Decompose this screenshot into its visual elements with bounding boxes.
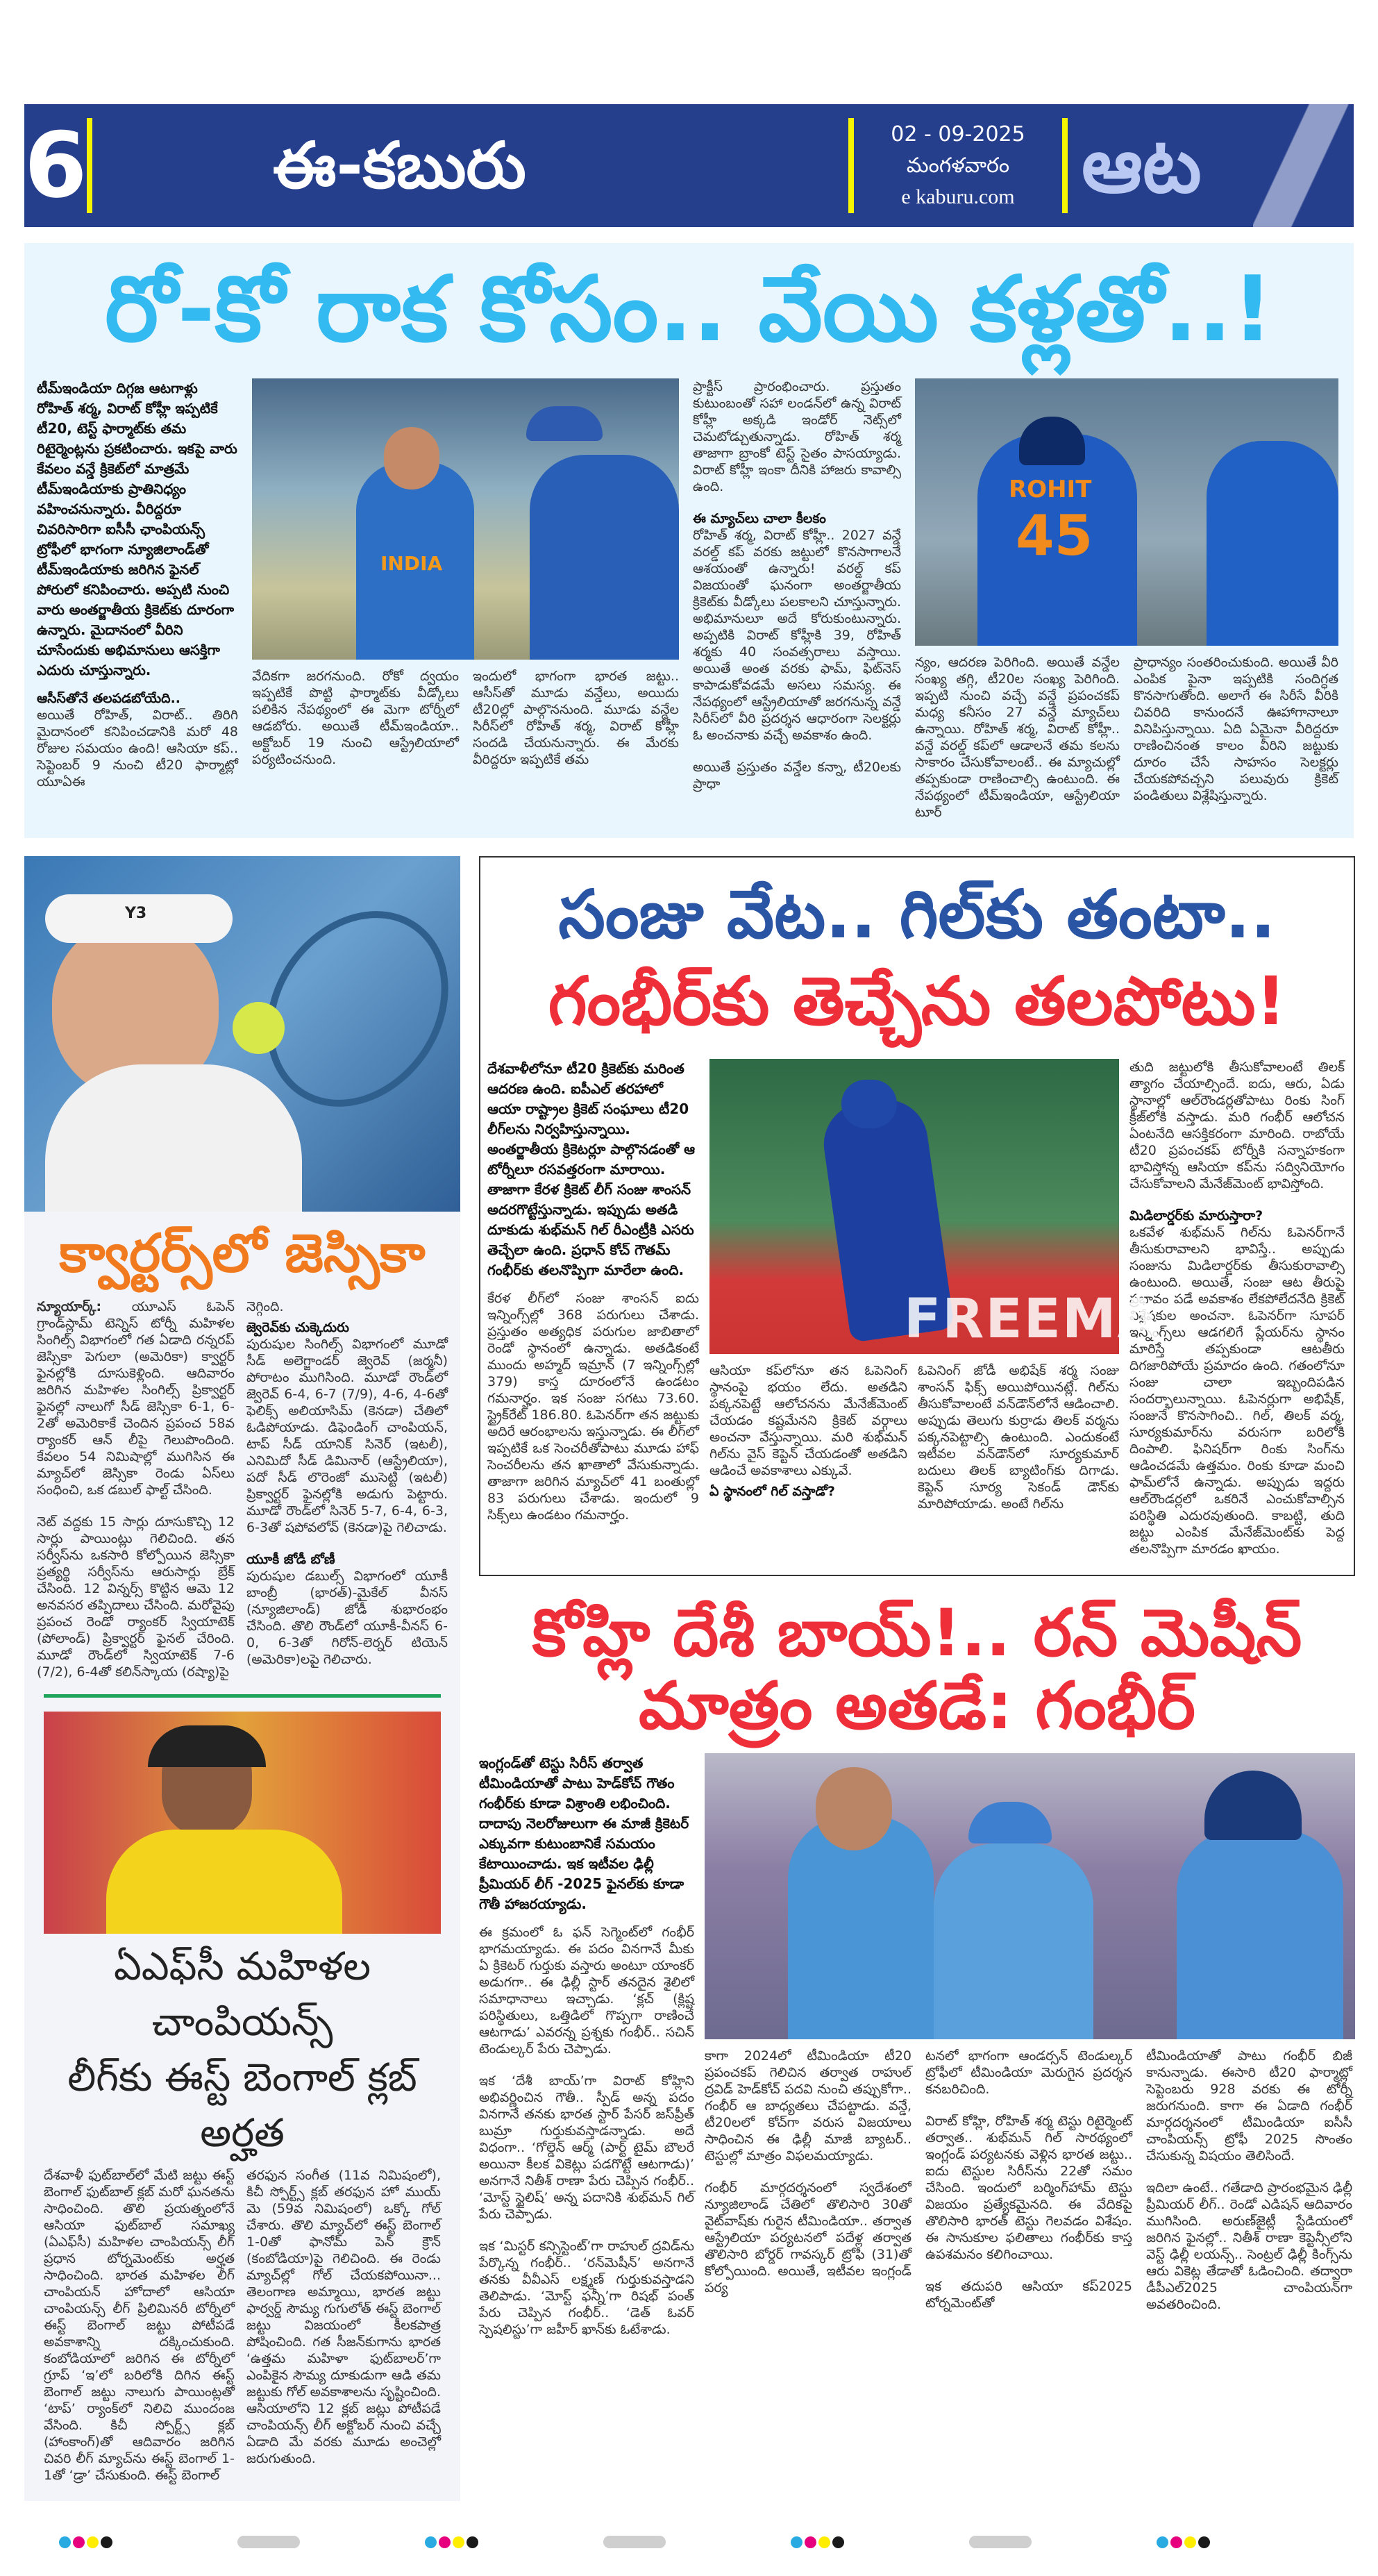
- paragraph: అయితే రోహిత్, విరాట్.. తిరిగి మైదానంలో కనిపించడానికి మరో 48 రోజుల సమయం ఉంది! ఆసియా కప్.. సెప్టెంబర్ 9 నుంచి టీ20 ఫార్మాట్లో యూఏఈ: [37, 708, 238, 789]
- headline-line-2: గంభీర్‌కు తెచ్చేను తలపోటు!: [548, 962, 1286, 1040]
- article-column: [246, 1298, 448, 1668]
- color-registration-mark: [425, 2536, 478, 2548]
- cap-logo: Y3: [125, 905, 147, 922]
- paragraph: కేరళ లీగ్‌లో సంజు శాంసన్ ఐదు ఇన్నింగ్స్‌ల్లో 368 పరుగులు చేశాడు. ప్రస్తుతం అత్యధిక పరుగుల జాబితాలో రెండో స్థానంలో ఉన్నాడు. అతడికంటే ముందు అహ్మద్ ఇమ్రాన్ (7 ఇన్నింగ్స్‌ల్లో 379) కాస్త దూరంలోనే ఉండటం గమనార్హం. ఇక సంజు సగటు 73.60. స్ట్రైక్‌రేట్ 186.80. ఓపెనర్‌గా తన జట్టుకు అదిరే ఆరంభాలను ఇస్తున్నాడు. ఈ లీగ్‌లో ఇప్పటికే ఒక సెంచరీతోపాటు మూడు హాఫ్ సెంచరీలను తన ఖాతాలో వేసుకున్నాడు. తాజాగా జరిగిన మ్యాచ్‌లో 41 బంతుల్లో 83 పరుగులు చేశాడు. ఇందులో 9 సిక్స్‌లు ఉండటం గమనార్హం.: [487, 1291, 699, 1523]
- paragraph: ఇక ‘దేశీ బాయ్’గా విరాట్ కోహ్లిని అభివర్ణించిన గౌతీ.. స్పీడ్ అన్న పదం వినగానే తనకు భారత స్టార్ పేసర్ జస్‌ప్రీత్ బుమ్రా గుర్తుకువస్తాడన్నాడు. అదే విధంగా.. ‘గోల్డెన్ ఆర్మ్ (పార్ట్ టైమ్ బౌలరే అయినా కీలక వికెట్లు పడగొట్టే ఆటగాడు)’ అనగానే నితీశ్ రాణా పేరు చెప్పిన గంభీర్.. ‘మోస్ట్ స్టైలిష్’ అన్న పదానికి శుభ్‌మన్ గిల్ పేరు చెప్పాడు.: [479, 2073, 694, 2222]
- lead-paragraph: టీమ్‌ఇండియా దిగ్గజ ఆటగాళ్లు రోహిత్ శర్మ, విరాట్ కోహ్లీ ఇప్పటికే టీ20, టెస్ట్ ఫార్మాట్‌కు తమ రిటైర్మెంట్లను ప్రకటించారు. ఇకపై వారు కేవలం వన్డే క్రికెట్‌లో మాత్రమే టీమ్‌ఇండియాకు ప్రాతినిధ్యం వహించనున్నారు. వీరిద్దరూ చివరిసారిగా ఐసీసీ ఛాంపియన్స్ ట్రోఫీలో భాగంగా న్యూజిలాండ్‌తో టీమ్‌ఇండియాకు జరిగిన ఫైనల్ పోరులో కనిపించారు. అప్పటి నుంచి వారు అంతర్జాతీయ క్రికెట్‌కు దూరంగా ఉన్నారు. మైదానంలో వీరిని చూసేందుకు అభిమానులు ఆసక్తిగా ఎదురు చూస్తున్నారు.: [37, 380, 237, 678]
- subheading: ఏ స్థానంలో గిల్ వస్తాడో?: [709, 1484, 835, 1499]
- headline-line: లీగ్‌కు ఈస్ట్ బెంగాల్ క్లబ్ అర్హత: [67, 2055, 417, 2156]
- paragraph: ఒకవేళ శుభ్‌మన్ గిల్‌ను ఓపెనర్‌గానే తీసుకురావాలని భావిస్తే.. అప్పుడు సంజును మిడిలార్డర్‌కు తీసుకురావాల్సి ఉంటుంది. అయితే, సంజు ఆట తీరుపై ప్రభావం పడే అవకాశం లేకపోలేదనేది క్రికెట్ విశ్లేషకుల అంచనా. ఓపెనర్‌గా సూపర్ ఇన్నింగ్స్‌లు ఆడగలిగే ప్లేయర్‌ను స్థానం మారిస్తే తప్పకుండా ఆటతీరు దిగజారిపోయే ప్రమాదం ఉంది. గతంలోనూ సంజు చాలా ఇబ్బందిపడిన సందర్భాలున్నాయి. ఓపెనర్లుగా అభిషేక్, సంజునే కొనసాగించి.. గిల్, తిలక్ వర్మ, సూర్యకుమార్‌ను వరుసగా బరిలోకి దింపాలి. ఫినిషర్‌గా రింకు సింగ్‌ను ఆడించడమే ఉత్తమం. రింకు కూడా మంచి ఫామ్‌లోనే ఉన్నాడు. అప్పుడు ఇద్దరు ఆల్‌రౌండర్లలో ఒకరినే ఎంచుకోవాల్సిన పరిస్థితి ఎదురవుతుంది. కాబట్టి, తుది జట్టు ఎంపిక మేనేజ్‌మెంట్‌కు పెద్ద తలనొప్పిగా మారడం ఖాయం.: [1129, 1225, 1345, 1557]
- paragraph: గంభీర్ మార్గదర్శనంలో స్వదేశంలో న్యూజిలాండ్ చేతిలో తొలిసారి 30తో వైట్‌వాష్‌కు గురైన టీమిండియా.. తర్వాత ఆస్ట్రేలియా పర్యటనలో పదేళ్ల తర్వాత తొలిసారి బోర్డర్ గావస్కర్ ట్రోఫీ (31)తో కోల్పోయింది. అయితే, ఇటీవల ఇంగ్లండ్ పర్య: [705, 2180, 911, 2295]
- left-column: [24, 856, 460, 2501]
- photo-rohit-kohli-batting: [915, 378, 1338, 646]
- photo-group: [915, 378, 1338, 821]
- jersey-text: INDIA: [380, 552, 443, 575]
- paragraph: విరాట్ కోహ్లి, రోహిత్ శర్మ టెస్టు రిటైర్మెంట్ తర్వాత.. శుభ్‌మన్ గిల్ సారథ్యంలో ఇంగ్లండ్ పర్యటనకు వెళ్లిన భారత జట్టు.. ఐదు టెస్టుల సిరీస్‌ను 22తో సమం చేసింది. ఇందులో బర్మింగ్‌హామ్ టెస్టు విజయం ప్రత్యేకమైనది. ఈ వేదికపై తొలిసారి భారత్ టెస్టు గెలవడం విశేషం. ఈ సానుకూల ఫలితాలు గంభీర్‌కు కాస్త ఉపశమనం కలిగించాయి.: [925, 2114, 1132, 2262]
- article-column: [37, 1298, 235, 1680]
- dateline: న్యూయార్క్:: [37, 1299, 102, 1314]
- jersey-name: ROHIT: [1009, 476, 1092, 503]
- section-block: [1068, 118, 1354, 213]
- headline-line: ఏఎఫ్‌సీ మహిళల చాంపియన్స్: [113, 1944, 371, 2045]
- subheading: మిడిలార్డర్‌కు మారుస్తారా?: [1129, 1208, 1263, 1223]
- weekday: మంగళవారం: [906, 153, 1010, 178]
- subheading: యూకీ జోడీ బోణీ: [246, 1552, 335, 1567]
- article-column: ఓపెనింగ్ జోడీ అభిషేక్ శర్మ సంజు శాంసన్ ఫిక్స్ అయిపోయినట్లే. గిల్‌ను తీసుకోవాలంటే వన్‌డౌన్‌లోనే ఆడించాలి. అప్పుడు తెలుగు కుర్రాడు తిలక్ వర్మను పక్కనపెట్టాల్సి ఉంటుంది. ఎందుకంటే ఇటీవల వన్‌డౌన్‌లో సూర్యకుమార్ బదులు తిలక్ బ్యాటింగ్‌కు దిగాడు. కెప్టెన్ సూర్య సెకండ్ డౌన్‌కు మారిపోయాడు. అంటే గిల్‌ను: [918, 1363, 1119, 1512]
- website: e kaburu.com: [901, 185, 1015, 208]
- article-column: [925, 2048, 1132, 2311]
- paragraph: టనలో భాగంగా ఆండర్సన్ టెండుల్కర్ ట్రోఫీలో టీమిండియా మెరుగైన ప్రదర్శన కనబరిచింది.: [925, 2048, 1132, 2097]
- color-registration-mark: [791, 2536, 844, 2548]
- photo-sanju-batting: [709, 1059, 1161, 1354]
- paragraph: ఈ క్రమంలో ఓ ఫన్ సెగ్మెంట్‌లో గంభీర్ భాగమయ్యాడు. ఈ పదం వినగానే మీకు ఏ క్రికెటర్ గుర్తుకు వస్తారు అంటూ యాంకర్ అడుగగా.. ఈ ఢిల్లీ స్టార్ తనదైన శైలిలో సమాధానాలు ఇచ్చాడు. ‘క్లచ్ (క్లిష్ట పరిస్థితులు, ఒత్తిడిలో గొప్పగా రాణించే ఆటగాడు’ ఎవరన్న ప్రశ్నకు గంభీర్.. సచిన్ టెండుల్కర్ పేరు చెప్పాడు.: [479, 1925, 694, 2057]
- divider: [87, 118, 92, 213]
- article-column: [1146, 2048, 1352, 2313]
- color-registration-mark: [59, 2536, 112, 2548]
- headline: క్వార్టర్స్‌లో జెస్సికా: [59, 1222, 426, 1284]
- article-column: వేదికగా జరగనుంది. రోకో ద్వయం ఇప్పటికే పొట్టి ఫార్మాట్‌కు వీడ్కోలు పలికిన నేపథ్యంలో ఈ మెగా టోర్నీలో ఆడబోరు. అయితే టీమ్‌ఇండియా.. అక్టోబర్ 19 నుంచి ఆస్ట్రేలియాలో పర్యటించనుంది.: [252, 669, 459, 767]
- article-column: ప్రాధాన్యం సంతరించుకుంది. అయితే వీరి ఎంపిక పైనా ఇప్పటికి సందిగ్ధత కొనసాగుతోంది. అలాగే ఈ సిరీసే వీరికి చివరిది కానుందనే ఊహాగానాలూ వినిపిస్తున్నాయి. ఏది ఏమైనా వీరిద్దరూ రాణించినంత కాలం వీరిని జట్టుకు దూరం చేసే సాహసం సెలక్టర్లు చేయకపోవచ్చని పలువురు క్రికెట్ పండితులు విశ్లేషిస్తున్నారు.: [1134, 655, 1338, 803]
- photo-group: [252, 378, 679, 768]
- headline-line: మాత్రం అతడే: గంభీర్: [638, 1668, 1196, 1744]
- headline-line-1: సంజు వేట.. గిల్‌కు తంటా..: [558, 876, 1276, 953]
- photo-group: [705, 1753, 1355, 2313]
- issue-date: 02 - 09-2025: [891, 122, 1025, 147]
- article-column: [693, 378, 901, 792]
- paper-name: ఈ-కబురు: [273, 128, 526, 203]
- headline-line: కోహ్లి దేశీ బాయ్!.. రన్ మెషీన్: [532, 1596, 1302, 1671]
- lead-paragraph: దేశవాళీలోనూ టీ20 క్రికెట్‌కు మరింత ఆదరణ ఉంది. ఐపీఎల్ తరహాలో ఆయా రాష్ట్రాల క్రికెట్ సంఘాలు టీ20 లీగ్‌లను నిర్వహిస్తున్నాయి. అంతర్జాతీయ క్రికెటర్లూ పాల్గొనడంతో ఆ టోర్నీలూ రసవత్తరంగా మారాయి. తాజాగా కేరళ క్రికెట్ లీగ్ సంజు శాంసన్ అదరగొట్టేస్తున్నాడు. ఇప్పుడు అతడి దూకుడు శుభ్‌మన్ గిల్ రీఎంట్రీకి ఎసరు తెచ్చేలా ఉంది. ప్రధాన్ కోచ్ గౌతమ్ గంభీర్‌కు తలనొప్పిగా మారేలా ఉంది.: [487, 1060, 696, 1278]
- kohli-story: [479, 1597, 1355, 2338]
- article-column: [37, 378, 238, 790]
- article-column: [709, 1362, 907, 1500]
- divider: [848, 118, 854, 213]
- paragraph: తుది జట్టులోకి తీసుకోవాలంటే తిలక్ త్యాగం చేయాల్సిందే. ఐదు, ఆరు, ఏడు స్థానాల్లో ఆల్‌రౌండర్లతోపాటు రింకు సింగ్ క్రీజ్‌లోకి వస్తాడు. మరి గంభీర్ ఆలోచన ఏంటనేది ఆసక్తికరంగా మారింది. రాబోయే టీ20 ప్రపంచకప్ టోర్నీకి సన్నాహకంగా భావిస్తోన్న ఆసియా కప్‌ను సద్వినియోగం చేసుకోవాలని మేనేజ్‌మెంట్ భావిస్తోంది.: [1129, 1060, 1345, 1191]
- paragraph: అయితే ప్రస్తుతం వన్డేల కన్నా, టీ20లకు ప్రాధా: [693, 760, 901, 792]
- divider: [1062, 118, 1068, 213]
- article-column: దేశవాళీ ఫుట్‌బాల్‌లో మేటి జట్టు ఈస్ట్ బెంగాల్ ఫుట్‌బాల్ క్లబ్ మరో ఘనతను సాధించింది. తొలి ప్రయత్నంలోనే ఆసియా ఫుట్‌బాల్ సమాఖ్య (ఏఎఫ్‌సీ) మహిళల చాంపియన్స్ లీగ్ ప్రధాన టోర్నమెంట్‌కు అర్హత సాధించింది. భారత మహిళల లీగ్ చాంపియన్ హోదాలో ఆసియా చాంపియన్స్ లీగ్ ప్రిలిమినరీ టోర్నీలో ఈస్ట్ బెంగాల్ జట్టు పోటీపడే అవకాశాన్ని దక్కించుకుంది. కంబోడియాలో జరిగిన ఈ టోర్నీలో గ్రూప్ ‘ఇ’లో బరిలోకి దిగిన ఈస్ట్ బెంగాల్ జట్టు నాలుగు పాయింట్లతో ‘టాప్’ ర్యాంక్‌లో నిలిచి ముందంజ వేసింది. కిచీ స్పోర్ట్స్ క్లబ్ (హాంకాంగ్)తో ఆదివారం జరిగిన చివరి లీగ్ మ్యాచ్‌ను ఈస్ట్ బెంగాల్ 1-1తో ‘డ్రా’ చేసుకుంది. ఈస్ట్ బెంగాల్: [44, 2168, 235, 2483]
- photo-kohli-rohit-celebrating: [252, 378, 679, 660]
- paragraph: టీమిండియాతో పాటు గంభీర్ బిజీ కానున్నాడు. ఈసారి టీ20 ఫార్మాట్లో సెప్టెంబరు 928 వరకు ఈ టోర్నీ జరుగనుంది. కాగా ఈ ఏడాది గంభీర్ మార్గదర్శనంలో టీమిండియా ఐసీసీ చాంపియన్స్ ట్రోఫీ 2025 సొంతం చేసుకున్న విషయం తెలిసిందే.: [1146, 2048, 1352, 2164]
- jersey-number: 45: [1016, 503, 1093, 568]
- photo-group: [709, 1059, 1161, 1512]
- paragraph: పురుషుల డబుల్స్ విభాగంలో యూకీ బాంబ్రీ (భారత్)-మైకేల్ వీనస్ (న్యూజిలాండ్) జోడీ శుభారంభం చేసింది. తొలి రౌండ్‌లో యూకీ-వీనస్ 6-0, 6-3తో గిరోన్-లెర్నర్ టియెన్ (అమెరికా)లపై గెలిచారు.: [246, 1569, 448, 1667]
- photo-footballer: [44, 1712, 441, 1934]
- page-number: 6: [24, 112, 87, 218]
- article-column: తరఫున సంగీత (11వ నిమిషంలో), కిచీ స్పోర్ట్స్ క్లబ్ తరఫున హో ముయ్ మె (59వ నిమిషంలో) ఒక్కో గోల్ చేశారు. తొలి మ్యాచ్‌లో ఈస్ట్ బెంగాల్ 1-0తో ఫానోమ్ పెన్ క్రౌన్ (కంబోడియా)పై గెలిచింది. ఈ రెండు మ్యాచ్‌ల్లో గోల్ చేయకపోయినా... తెలంగాణ అమ్మాయి, భారత జట్టు ఫార్వర్డ్ సౌమ్య గుగులోత్ ఈస్ట్ బెంగాల్ జట్టు విజయంలో కీలకపాత్ర పోషించింది. గత సీజన్‌కుగాను భారత ‘ఉత్తమ మహిళా ఫుట్‌బాలర్’గా ఎంపికైన సౌమ్య దూకుడుగా ఆడి తమ జట్టుకు గోల్ అవకాశాలను సృష్టించింది. ఆసియాలోని 12 క్లబ్ జట్లు పోటీపడే చాంపియన్స్ లీగ్ అక్టోబర్ నుంచి వచ్చే ఏడాది మే వరకు మూడు అంచెల్లో జరుగుతుంది.: [246, 2168, 442, 2466]
- lower-section: [24, 856, 1354, 2501]
- headline: [24, 1939, 460, 2161]
- footer-marks: [24, 2536, 1354, 2548]
- photo-jessica-pegula: [24, 856, 460, 1212]
- paragraph: ఆసియా కప్‌లోనూ తన ఓపెనింగ్ స్థానంపై భయం లేదు. అతడిని పక్కనపెట్టే ఆలోచనను మేనేజ్‌మెంట్ చేయడం కష్టమేనని క్రికెట్ వర్గాలు అంచనా వేస్తున్నాయి. మరి శుభ్‌మన్ గిల్‌ను వైస్ కెప్టెన్ చేయడంతో అతడిని ఆడించే అవకాశాలు ఎక్కువే.: [709, 1363, 907, 1478]
- article-column: [1129, 1059, 1345, 1557]
- sanju-story: [479, 856, 1355, 1576]
- top-story: [24, 243, 1354, 838]
- article-column: ఇందులో భాగంగా భారత జట్టు.. ఆసీస్‌తో మూడు వన్డేలు, అయిదు టీ20ల్లో పాల్గొననుంది. మూడు వన్డేల సిరీస్‌లో రోహిత్ శర్మ, విరాట్ కోహ్లీ సందడి చేయనున్నారు. ఈ మేరకు వీరిద్దరూ ఇప్పటికే తమ: [473, 669, 679, 767]
- subheading: ఈ మ్యాచ్‌లు చాలా కీలకం: [693, 511, 826, 526]
- color-registration-mark: [1157, 2536, 1210, 2548]
- paragraph: యూఎస్ ఓపెన్ గ్రాండ్‌స్లామ్ టెన్నిస్ టోర్నీ మహిళల సింగిల్స్ విభాగంలో గత ఏడాది రన్నరప్ జెస్సికా పెగులా (అమెరికా) క్వార్టర్ ఫైనల్లోకి దూసుకెళ్లింది. ఆదివారం జరిగిన మహిళల సింగిల్స్ ప్రిక్వార్టర్ ఫైనల్లో నాలుగో సీడ్ జెస్సికా 6-1, 6-2తో అమెరికాకే చెందిన ప్రపంచ 58వ ర్యాంకర్ ఆన్ లీపై గెలుపొందింది. కేవలం 54 నిమిషాల్లో ముగిసిన ఈ మ్యాచ్‌లో జెస్సికా రెండు ఏస్‌లు సంధించి, ఒక డబుల్ ఫాల్ట్ చేసింది.: [37, 1299, 235, 1498]
- photo-kohli-gambhir-rohit: [705, 1753, 1355, 2039]
- divider: [44, 1694, 441, 1698]
- paragraph: ఇక తదుపరి ఆసియా కప్2025 టోర్నమెంట్‌తో: [925, 2279, 1132, 2311]
- article-column: న్యం, ఆదరణ పెరిగింది. అయితే వన్డేల సంఖ్య తగ్గి, టీ20ల సంఖ్య పెరిగింది. ఇప్పటి నుంచి వచ్చే వన్డే ప్రపంచకప్ మధ్య కనీసం 27 వన్డే మ్యాచ్‌లు ఉన్నాయి. రోహిత్ శర్మ, విరాట్ కోహ్లీ.. వన్డే వరల్డ్ కప్‌లో ఆడాలనే తమ కలను సాకారం చేసుకోవాలంటే.. ఈ మ్యాచుల్లో తప్పకుండా రాణించాల్సి ఉంటుంది. ఈ నేపథ్యంలో టీమ్‌ఇండియా, ఆస్ట్రేలియా టూర్: [915, 655, 1120, 820]
- paragraph: ప్రాక్టీస్ ప్రారంభించారు. ప్రస్తుతం కుటుంబంతో సహా లండన్‌లో ఉన్న విరాట్ కోహ్లీ అక్కడి ఇండోర్ నెట్స్‌లో చెమటోడ్చుతున్నాడు. రోహిత్ శర్మ తాజాగా బ్రాంకో టెస్ట్ సైతం పాసయ్యాడు. విరాట్ కోహ్లీ ఇంకా దీనికి హాజరు కావాల్సి ఉంది.: [693, 379, 901, 494]
- paragraph: నెట్ వద్దకు 15 సార్లు దూసుకొచ్చి 12 సార్లు పాయింట్లు గెలిచింది. తన సర్వీస్‌ను ఒకసారి కోల్పోయిన జెస్సికా ప్రత్యర్థి సర్వీస్‌ను ఆరుసార్లు బ్రేక్ చేసింది. 12 విన్నర్స్ కొట్టిన ఆమె 12 అనవసర తప్పిదాలు చేసింది. మరోవైపు ప్రపంచ రెండో ర్యాంకర్ స్వియాటెక్ (పోలాండ్) ప్రిక్వార్టర్ ఫైనల్ చేరింది. మూడో రౌండ్‌లో స్వియాటెక్ 7-6 (7/2), 6-4తో కలిన్‌స్కాయ (రష్యా)పై: [37, 1514, 235, 1680]
- subheading: ఆసీస్‌తోనే తలపడబోయేది..: [37, 691, 181, 706]
- paragraph: ఇదిలా ఉంటే.. గతేడాది ప్రారంభమైన ఢిల్లీ ప్రీమియర్ లీగ్.. రెండో ఎడిషన్ ఆదివారం ముగిసింది. అరుణ్‌జైట్లీ స్టేడియంలో జరిగిన ఫైనల్లో.. నితీశ్ రాణా కెప్టెన్సీలోని వెస్ట్ ఢిల్లీ లయన్స్.. సెంట్రల్ ఢిల్లీ కింగ్స్‌ను ఆరు వికెట్ల తేడాతో ఓడించింది. తద్వారా డీపీఎల్2025 చాంపియన్‌గా అవతరించింది.: [1146, 2180, 1352, 2312]
- article-column: [705, 2048, 911, 2296]
- article-column: [487, 1059, 699, 1523]
- paragraph: నెగ్గింది.: [246, 1299, 284, 1314]
- registration-bar: [237, 2536, 300, 2548]
- registration-bar: [969, 2536, 1032, 2548]
- section-title: ఆట: [1082, 121, 1202, 210]
- lead-paragraph: ఇంగ్లండ్‌తో టెస్టు సిరీస్ తర్వాత టీమిండియాతో పాటు హెడ్‌కోచ్ గౌతం గంభీర్‌కు కూడా విశ్రాంతి లభించింది. దాదాపు నెలరోజులుగా ఈ మాజీ క్రికెటర్ ఎక్కువగా కుటుంబానికే సమయం కేటాయించాడు. ఇక ఇటీవల ఢిల్లీ ప్రీమియర్ లీగ్ -2025 ఫైనల్‌కు కూడా గౌతీ హాజరయ్యాడు.: [479, 1755, 689, 1912]
- date-block: [854, 118, 1062, 213]
- subheading: జ్వెరెవ్‌కు చుక్కెదురు: [246, 1320, 349, 1335]
- headline: [479, 1597, 1355, 1743]
- paragraph: కాగా 2024లో టీమిండియా టీ20 ప్రపంచకప్ గెలిచిన తర్వాత రాహుల్ ద్రవిడ్ హెడ్‌కోచ్ పదవి నుంచి తప్పుకోగా.. గంభీర్ ఆ బాధ్యతలు చేపట్టాడు. వన్డే, టీ20లలో కోచ్‌గా వరుస విజయాలు సాధించిన ఈ ఢిల్లీ మాజీ బ్యాటర్.. టెస్టుల్లో మాత్రం విఫలమయ్యాడు.: [705, 2048, 911, 2164]
- paragraph: రోహిత్ శర్మ, విరాట్ కోహ్లీ.. 2027 వన్డే వరల్డ్ కప్ వరకు జట్టులో కొనసాగాలనే ఆశయంతో ఉన్నారు! వరల్డ్ కప్ విజయంతో ఘనంగా అంతర్జాతీయ క్రికెట్‌కు వీడ్కోలు పలకాలని చూస్తున్నారు. అభిమానులూ అదే కోరుకుంటున్నారు. అప్పటికి విరాట్ కోహ్లీకి 39, రోహిత్ శర్మకు 40 సంవత్సరాలు వస్తాయి. అయితే అంత వరకు ఫామ్, ఫిట్‌నెస్ కాపాడుకోవడమే అసలు సమస్య. ఈ నేపథ్యంలో ఆస్ట్రేలియాతో జరగనున్న వన్డే సిరీస్‌లో వీరి ప్రదర్శన ఆధారంగా సెలక్టర్లు ఓ అంచనాకు వచ్చే అవకాశం ఉంది.: [693, 528, 901, 743]
- banner-text: FREEMA: [904, 1288, 1161, 1350]
- headline: రో-కో రాక కోసం.. వేయి కళ్లతో..!: [105, 256, 1273, 362]
- masthead: [24, 104, 1354, 227]
- paragraph: పురుషుల సింగిల్స్ విభాగంలో మూడో సీడ్ అలెగ్జాండర్ జ్వెరెవ్ (జర్మనీ) పోరాటం ముగిసింది. మూడో రౌండ్‌లో జ్వెరెవ్ 6-4, 6-7 (7/9), 4-6, 4-6తో ఫెలిక్స్ అలియాసిమ్ (కెనడా) చేతిలో ఓడిపోయాడు. డిఫెండింగ్ చాంపియన్, టాప్ సీడ్ యానిక్ సినెర్ (ఇటలీ), ఎనిమిదో సీడ్ డిమినార్ (ఆస్ట్రేలియా), పదో సీడ్ లొరెంజో ముసెట్టి (ఇటలీ) ప్రిక్వార్టర్ ఫైనల్లోకి అడుగు పెట్టారు. మూడో రౌండ్‌లో సినెర్ 5-7, 6-4, 6-3, 6-3తో షపోవలోవ్ (కెనడా)పై గెలిచాడు.: [246, 1337, 448, 1535]
- registration-bar: [603, 2536, 666, 2548]
- article-column: [479, 1753, 694, 2338]
- right-column: [479, 856, 1355, 2338]
- paragraph: ఇక ‘మిస్టర్ కన్సిస్టెంట్’గా రాహుల్ ద్రవిడ్‌ను పేర్కొన్న గంభీర్.. ‘రన్‌మెషీన్’ అనగానే తనకు వీవీఎస్ లక్ష్మణ్ గుర్తుకువస్తాడని తెలిపాడు. ‘మోస్ట్ ఫన్నీ’గా రిషభ్ పంత్ పేరు చెప్పిన గంభీర్.. ‘డెత్ ఓవర్ స్పెషలిస్టు’గా జహీర్ ఖాన్‌కు ఓటేశాడు.: [479, 2239, 694, 2337]
